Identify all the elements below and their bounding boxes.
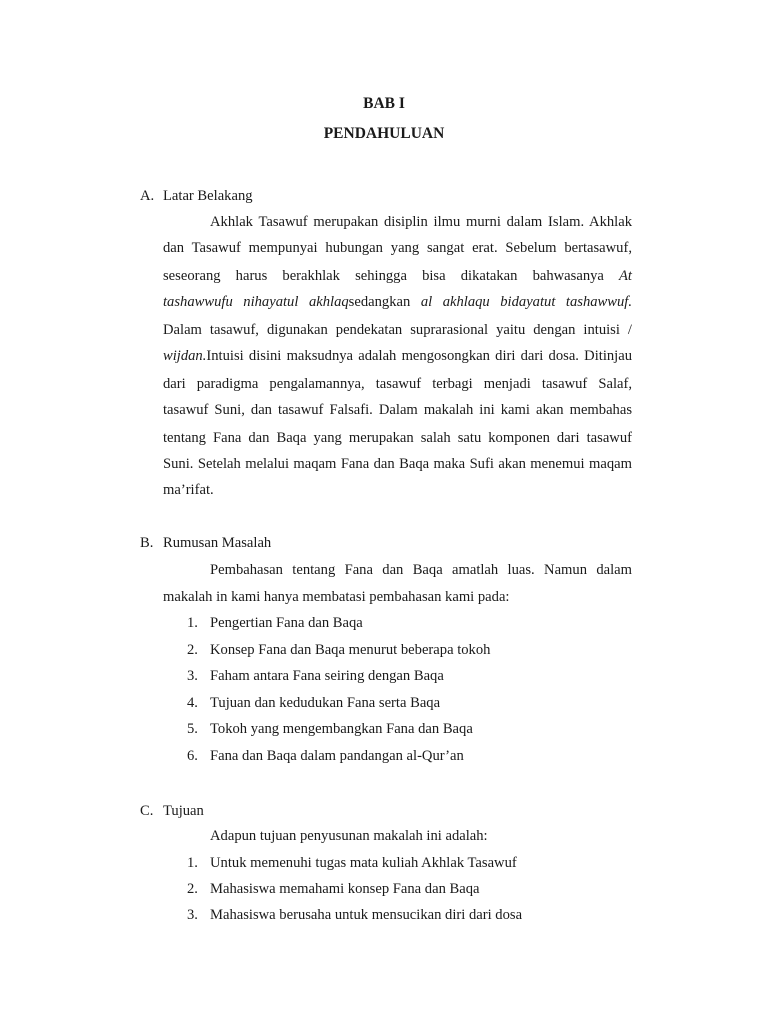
list-item: Tujuan dan kedudukan Fana serta Baqa (210, 695, 441, 711)
paragraph-line (163, 212, 632, 232)
list-item: Tokoh yang mengembangkan Fana dan Baqa (210, 721, 473, 737)
section-a-marker: A. (140, 188, 155, 204)
text: tentang Fana dan Baqa yang merupakan salah satu komponen dari tasawuf (163, 430, 632, 446)
text: ma’rifat. (163, 482, 214, 498)
paragraph-line (163, 292, 632, 312)
paragraph-line (163, 454, 632, 474)
paragraph-line: makalah in kami hanya membatasi pembahasan kami pada: (163, 589, 510, 605)
text: dari paradigma pengalamannya, tasawuf terbagi menjadi tasawuf Salaf, (163, 376, 632, 392)
list-item: Konsep Fana dan Baqa menurut beberapa tokoh (210, 642, 491, 658)
paragraph-line (163, 346, 632, 366)
text: tasawuf Suni, dan tasawuf Falsafi. Dalam makalah ini kami akan membahas (163, 402, 632, 418)
list-number: 2. (187, 881, 198, 897)
chapter-title: PENDAHULUAN (323, 125, 445, 142)
text: Akhlak Tasawuf merupakan disiplin ilmu murni dalam Islam. Akhlak (210, 214, 632, 230)
chapter-number: BAB I (363, 95, 405, 112)
paragraph-line (163, 374, 632, 394)
paragraph-line (163, 400, 632, 420)
text: dan Tasawuf mempunyai hubungan yang sangat erat. Sebelum bertasawuf, (163, 240, 632, 256)
italic-term: wijdan. (163, 348, 207, 364)
paragraph-line (163, 480, 214, 500)
paragraph-line: Adapun tujuan penyusunan makalah ini adalah: (210, 828, 488, 844)
section-b-title: Rumusan Masalah (163, 535, 272, 551)
list-number: 3. (187, 907, 198, 923)
list-number: 3. (187, 668, 198, 684)
text: Dalam tasawuf, digunakan pendekatan suprarasional yaitu dengan intuisi / (163, 322, 632, 338)
list-item: Untuk memenuhi tugas mata kuliah Akhlak Tasawuf (210, 855, 517, 871)
list-item: Mahasiswa memahami konsep Fana dan Baqa (210, 881, 480, 897)
section-c-title: Tujuan (163, 803, 204, 819)
paragraph-line (163, 428, 632, 448)
text: sedangkan (348, 294, 421, 310)
list-number: 4. (187, 695, 198, 711)
list-item: Faham antara Fana seiring dengan Baqa (210, 668, 444, 684)
list-number: 5. (187, 721, 198, 737)
italic-term: At (619, 268, 632, 284)
paragraph-line: Pembahasan tentang Fana dan Baqa amatlah luas. Namun dalam (210, 562, 632, 578)
paragraph-line (163, 238, 632, 258)
section-a-title: Latar Belakang (163, 188, 253, 204)
text: Suni. Setelah melalui maqam Fana dan Baqa maka Sufi akan menemui maqam (163, 456, 632, 472)
text: seseorang harus berakhlak sehingga bisa dikatakan bahwasanya (163, 268, 620, 284)
paragraph-line (163, 320, 632, 340)
italic-term: tashawwufu nihayatul akhlaq (163, 294, 349, 310)
section-b-marker: B. (140, 535, 154, 551)
list-item: Fana dan Baqa dalam pandangan al-Qur’an (210, 748, 464, 764)
italic-term: al akhlaqu bidayatut tashawwuf. (420, 294, 633, 310)
section-c-marker: C. (140, 803, 154, 819)
list-number: 1. (187, 855, 198, 871)
list-number: 6. (187, 748, 198, 764)
list-number: 2. (187, 642, 198, 658)
list-number: 1. (187, 615, 198, 631)
paragraph-line (163, 266, 632, 286)
text: Intuisi disini maksudnya adalah mengosongkan diri dari dosa. Ditinjau (206, 348, 632, 364)
list-item: Pengertian Fana dan Baqa (210, 615, 363, 631)
list-item: Mahasiswa berusaha untuk mensucikan diri dari dosa (210, 907, 523, 923)
